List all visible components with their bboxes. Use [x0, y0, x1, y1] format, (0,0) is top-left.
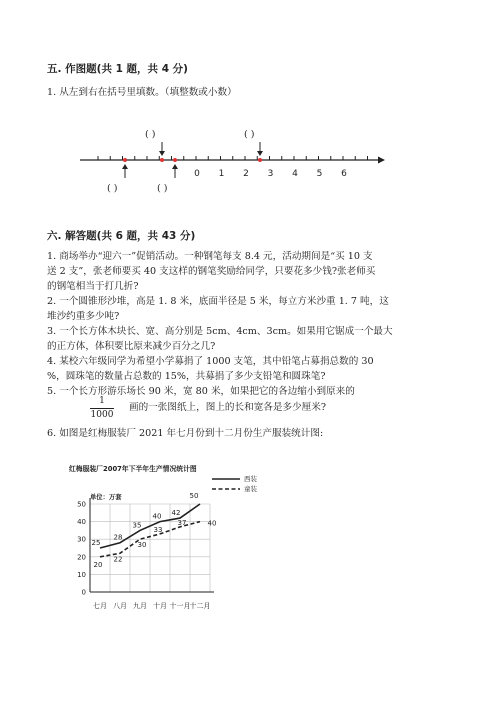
- x-tick-label: 八月: [113, 602, 127, 610]
- question6: 6. 如图是红梅服装厂 2021 年七月份到十二月份生产服装统计图:: [47, 428, 324, 439]
- number-line-label: 1: [218, 169, 225, 179]
- y-tick-label: 30: [77, 535, 86, 544]
- point-c: [173, 158, 177, 162]
- blank-bracket-d: ( ): [244, 129, 255, 140]
- text-line: 5. 一个长方形游乐场长 90 米，宽 80 米，如果把它的各边缩小到原来的: [47, 386, 355, 397]
- blank-bracket-a: ( ): [107, 183, 118, 194]
- y-tick-label: 50: [77, 500, 86, 509]
- section6-title: 六. 解答题(共 6 题，共 43 分): [47, 230, 196, 242]
- point-d: [258, 158, 262, 162]
- fraction-numerator: 1: [99, 396, 105, 406]
- x-tick-label: 七月: [93, 602, 107, 610]
- point-a: [123, 158, 127, 162]
- unit-label: 单位：万套: [90, 494, 122, 501]
- data-label: 35: [132, 521, 142, 530]
- data-label: 37: [177, 518, 187, 527]
- section5-question1: 1. 从左到右在括号里填数。（填整数或小数）: [47, 87, 237, 98]
- text-line: %，圆珠笔的数量占总数的 15%，共募捐了多少支铅笔和圆珠笔?: [47, 371, 326, 382]
- y-tick-label: 10: [77, 570, 86, 579]
- point-b: [160, 158, 164, 162]
- x-tick-label: 十二月: [189, 602, 211, 610]
- data-label: 50: [189, 492, 199, 500]
- number-line-label: 0: [194, 169, 200, 179]
- chart-grid: [90, 504, 210, 592]
- x-tick-label: 九月: [133, 602, 147, 610]
- x-tick-label: 十月: [153, 602, 167, 610]
- number-line-labels: [194, 169, 347, 179]
- number-line-ticks: [98, 156, 368, 160]
- legend-label-1: 童装: [244, 485, 257, 493]
- line-chart: [60, 452, 280, 622]
- text-line: 送 2 支”，张老师要买 40 支这样的钢笔奖励给同学，只要花多少钱?张老师买: [47, 266, 376, 277]
- x-tick-labels: [93, 601, 211, 610]
- section6-question-block: [47, 249, 393, 399]
- number-line-arrowhead: [378, 157, 385, 164]
- legend-label-0: 西装: [244, 475, 257, 483]
- text-line: 的正方体，体积要比原来减少百分之几?: [47, 341, 216, 352]
- y-tick-label: 40: [77, 518, 86, 527]
- y-tick-label: 20: [77, 553, 86, 562]
- text-line: 4. 某校六年级同学为希望小学募捐了 1000 支笔，其中铅笔占募捐总数的 30: [47, 356, 374, 367]
- text-line: 1. 商场举办“迎六一”促销活动。一种钢笔每支 8.4 元，活动期间是“买 10 支: [47, 251, 373, 262]
- data-label: 28: [113, 533, 123, 542]
- text-line: 的钢笔相当于打几折?: [47, 281, 139, 292]
- y-tick-label: 0: [81, 588, 86, 597]
- y-tick-labels: [77, 501, 86, 597]
- number-line-label: 4: [292, 169, 298, 179]
- fraction-bar: [90, 408, 114, 409]
- x-tick-label: 十一月: [169, 602, 191, 610]
- text-line: 堆沙约重多少吨?: [47, 311, 120, 322]
- data-label: 40: [152, 512, 162, 521]
- data-label: 25: [91, 539, 101, 547]
- number-line-label: 6: [341, 169, 347, 179]
- number-line-label: 5: [316, 169, 323, 179]
- section5-title: 五. 作图题(共 1 题，共 4 分): [47, 63, 188, 75]
- data-label: 42: [171, 509, 181, 518]
- fraction-text: 画的一张图纸上，图上的长和宽各是多少厘米?: [129, 402, 327, 413]
- text-line: 3. 一个长方体木块长、宽、高分别是 5cm、4cm、3cm。如果用它锯成一个最大: [47, 326, 393, 337]
- data-label: 22: [113, 555, 123, 564]
- blank-bracket-b: ( ): [145, 129, 156, 140]
- blank-bracket-c: ( ): [157, 183, 168, 194]
- number-line-label: 3: [267, 169, 274, 179]
- data-label: 33: [153, 525, 163, 534]
- text-line: 2. 一个圆锥形沙堆，高是 1. 8 米，底面半径是 5 米，每立方米沙重 1. 7 吨，这: [47, 296, 389, 307]
- chart-title: 红梅服装厂2007年下半年生产情况统计图: [69, 465, 197, 473]
- data-label: 20: [93, 560, 103, 569]
- data-label: 30: [137, 541, 147, 550]
- data-label: 40: [207, 519, 217, 528]
- fraction-denominator: 1000: [90, 410, 114, 420]
- number-line-label: 2: [243, 169, 249, 179]
